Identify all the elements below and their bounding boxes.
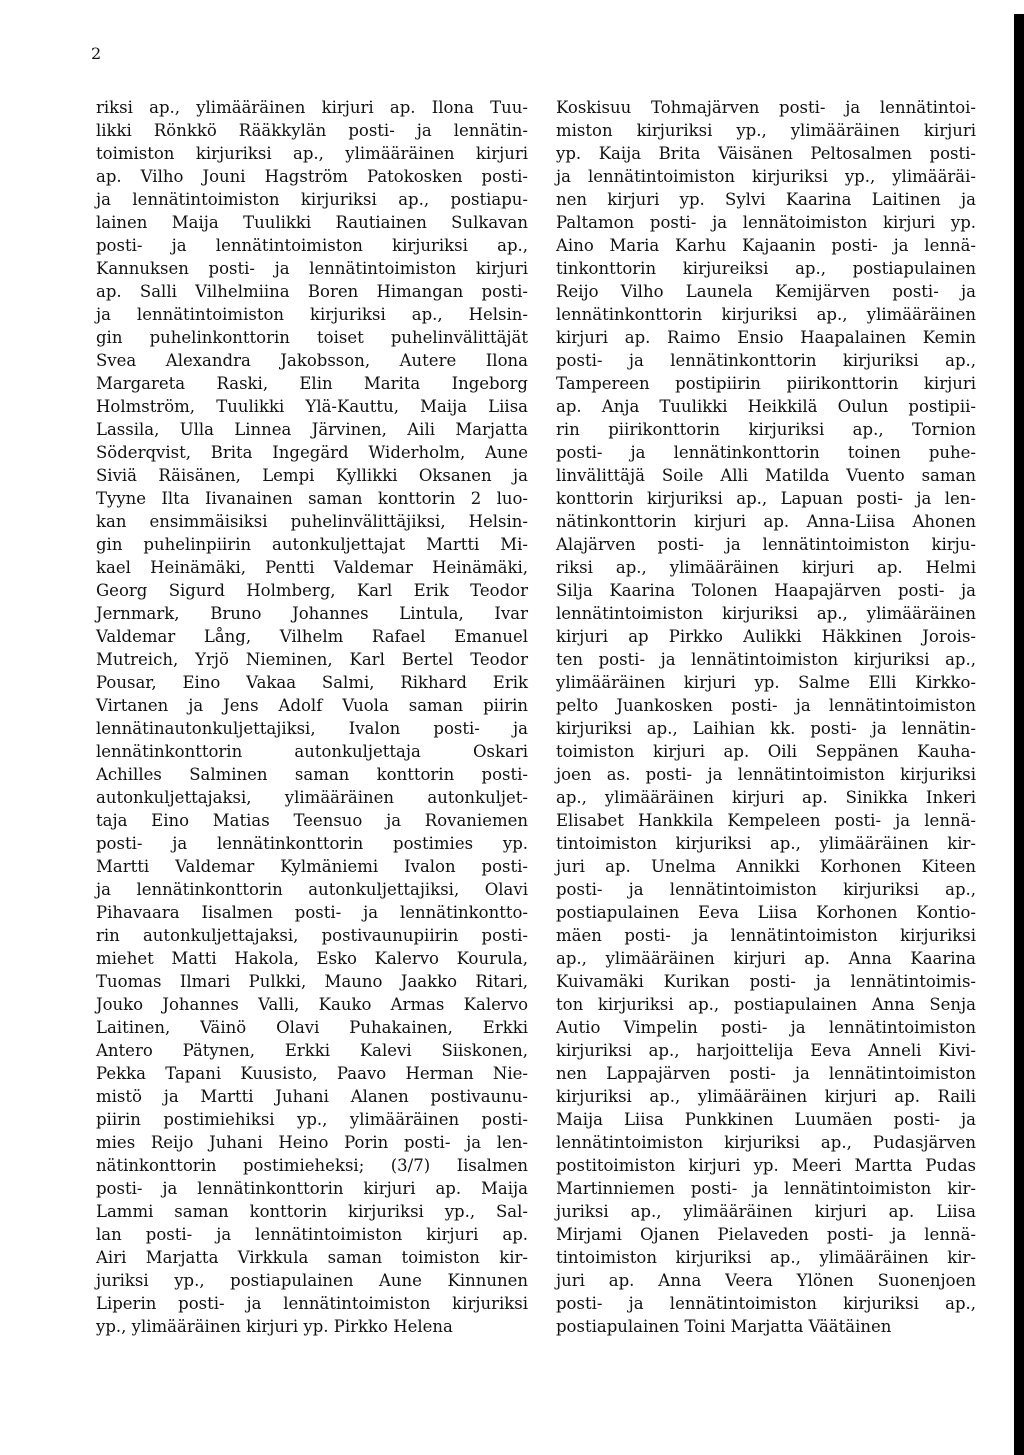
text-line: mistö ja Martti Juhani Alanen postivaunu- <box>96 1087 528 1106</box>
left-column <box>96 96 528 1338</box>
text-line: konttorin kirjuriksi ap., Lapuan posti- ja len- <box>556 489 976 508</box>
text-line: ap. Anja Tuulikki Heikkilä Oulun postipii- <box>556 397 976 416</box>
text-line: Siviä Räisänen, Lempi Kyllikki Oksanen ja <box>96 466 528 485</box>
text-line: nätinkonttorin postimieheksi; (3/7) Iisalmen <box>96 1156 528 1175</box>
text-line: pelto Juankosken posti- ja lennätintoimiston <box>556 696 976 715</box>
text-line: posti- ja lennätinkonttorin toinen puhe- <box>556 443 976 462</box>
text-line: juri ap. Unelma Annikki Korhonen Kiteen <box>556 857 976 876</box>
text-line: mäen posti- ja lennätintoimiston kirjuriksi <box>556 926 976 945</box>
text-line: ap. Vilho Jouni Hagström Patokosken posti- <box>96 167 528 186</box>
text-line: Mutreich, Yrjö Nieminen, Karl Bertel Teodor <box>96 650 528 669</box>
text-line: gin puhelinkonttorin toiset puhelinvälittäjät <box>96 328 528 347</box>
text-line: Holmström, Tuulikki Ylä-Kauttu, Maija Liisa <box>96 397 528 416</box>
text-line: lan posti- ja lennätintoimiston kirjuri ap. <box>96 1225 528 1244</box>
text-line: Jouko Johannes Valli, Kauko Armas Kalervo <box>96 995 528 1014</box>
text-line: Kannuksen posti- ja lennätintoimiston kirjuri <box>96 259 528 278</box>
text-line: autonkuljettajaksi, ylimääräinen autonkuljet- <box>96 788 528 807</box>
text-line: Valdemar Lång, Vilhelm Rafael Emanuel <box>96 627 528 646</box>
text-line: posti- ja lennätinkonttorin kirjuriksi ap., <box>556 351 976 370</box>
text-line: yp., ylimääräinen kirjuri yp. Pirkko Helena <box>96 1317 453 1336</box>
text-line: nen kirjuri yp. Sylvi Kaarina Laitinen ja <box>556 190 976 209</box>
text-line: Kuivamäki Kurikan posti- ja lennätintoimis- <box>556 972 976 991</box>
text-line: ja lennätinkonttorin autonkuljettajiksi, Olavi <box>96 880 528 899</box>
text-line: Pekka Tapani Kuusisto, Paavo Herman Nie- <box>96 1064 528 1083</box>
text-line: Koskisuu Tohmajärven posti- ja lennätintoi- <box>556 98 976 117</box>
text-line: Antero Pätynen, Erkki Kalevi Siiskonen, <box>96 1041 528 1060</box>
text-line: linvälittäjä Soile Alli Matilda Vuento saman <box>556 466 976 485</box>
text-line: ton kirjuriksi ap., postiapulainen Anna Senja <box>556 995 976 1014</box>
text-line: ja lennätintoimiston kirjuriksi ap., Helsin- <box>96 305 528 324</box>
text-line: toimiston kirjuri ap. Oili Seppänen Kauha- <box>556 742 976 761</box>
text-line: Martti Valdemar Kylmäniemi Ivalon posti- <box>96 857 528 876</box>
text-line: Reijo Vilho Launela Kemijärven posti- ja <box>556 282 976 301</box>
text-line: miehet Matti Hakola, Esko Kalervo Kourula, <box>96 949 528 968</box>
text-line: Aino Maria Karhu Kajaanin posti- ja lennä- <box>556 236 976 255</box>
text-line: taja Eino Matias Teensuo ja Rovaniemen <box>96 811 528 830</box>
text-line: tintoimiston kirjuriksi ap., ylimääräinen kir- <box>556 1248 976 1267</box>
text-line: Svea Alexandra Jakobsson, Autere Ilona <box>96 351 528 370</box>
text-line: piirin postimiehiksi yp., ylimääräinen posti- <box>96 1110 528 1129</box>
text-line: Georg Sigurd Holmberg, Karl Erik Teodor <box>96 581 528 600</box>
text-line: lainen Maija Tuulikki Rautiainen Sulkavan <box>96 213 528 232</box>
text-line: lennätinautonkuljettajiksi, Ivalon posti- ja <box>96 719 528 738</box>
text-line: joen as. posti- ja lennätintoimiston kirjuriksi <box>556 765 976 784</box>
text-line: kirjuriksi ap., harjoittelija Eeva Anneli Kivi- <box>556 1041 976 1060</box>
text-line: posti- ja lennätintoimiston kirjuriksi ap., <box>556 880 976 899</box>
text-line: yp. Kaija Brita Väisänen Peltosalmen posti- <box>556 144 976 163</box>
text-line: Maija Liisa Punkkinen Luumäen posti- ja <box>556 1110 976 1129</box>
text-line: postitoimiston kirjuri yp. Meeri Martta Pudas <box>556 1156 976 1175</box>
text-line: kirjuri ap. Raimo Ensio Haapalainen Kemin <box>556 328 976 347</box>
text-line: riksi ap., ylimääräinen kirjuri ap. Ilona Tuu- <box>96 98 528 117</box>
text-line: gin puhelinpiirin autonkuljettajat Martti Mi- <box>96 535 528 554</box>
text-line: Jernmark, Bruno Johannes Lintula, Ivar <box>96 604 528 623</box>
text-line: Silja Kaarina Tolonen Haapajärven posti- ja <box>556 581 976 600</box>
text-line: kirjuri ap Pirkko Aulikki Häkkinen Jorois- <box>556 627 976 646</box>
text-line: Margareta Raski, Elin Marita Ingeborg <box>96 374 528 393</box>
text-line: ylimääräinen kirjuri yp. Salme Elli Kirkko- <box>556 673 976 692</box>
text-line: Liperin posti- ja lennätintoimiston kirjuriksi <box>96 1294 528 1313</box>
text-line: Laitinen, Väinö Olavi Puhakainen, Erkki <box>96 1018 528 1037</box>
text-line: ap. Salli Vilhelmiina Boren Himangan posti- <box>96 282 528 301</box>
text-line: posti- ja lennätintoimiston kirjuriksi ap., <box>96 236 528 255</box>
text-line: Söderqvist, Brita Ingegärd Widerholm, Aune <box>96 443 528 462</box>
text-line: posti- ja lennätinkonttorin kirjuri ap. Maija <box>96 1179 528 1198</box>
text-line: juriksi ap., ylimääräinen kirjuri ap. Liisa <box>556 1202 976 1221</box>
text-line: Achilles Salminen saman konttorin posti- <box>96 765 528 784</box>
text-line: mies Reijo Juhani Heino Porin posti- ja len- <box>96 1133 528 1152</box>
text-line: riksi ap., ylimääräinen kirjuri ap. Helmi <box>556 558 976 577</box>
text-line: Airi Marjatta Virkkula saman toimiston kir- <box>96 1248 528 1267</box>
text-line: Lassila, Ulla Linnea Järvinen, Aili Marjatta <box>96 420 528 439</box>
page-number: 2 <box>91 44 102 63</box>
text-line: kirjuriksi ap., Laihian kk. posti- ja lennätin- <box>556 719 976 738</box>
scan-edge-bar <box>1014 14 1024 1455</box>
text-line: rin autonkuljettajaksi, postivaunupiirin posti- <box>96 926 528 945</box>
text-line: kan ensimmäisiksi puhelinvälittäjiksi, Helsin- <box>96 512 528 531</box>
text-line: Alajärven posti- ja lennätintoimiston kirju- <box>556 535 976 554</box>
text-line: ap., ylimääräinen kirjuri ap. Sinikka Inkeri <box>556 788 976 807</box>
text-line: lennätintoimiston kirjuriksi ap., ylimääräinen <box>556 604 976 623</box>
right-column <box>556 96 976 1338</box>
text-line: Mirjami Ojanen Pielaveden posti- ja lennä- <box>556 1225 976 1244</box>
text-line: Lammi saman konttorin kirjuriksi yp., Sal- <box>96 1202 528 1221</box>
text-line: ap., ylimääräinen kirjuri ap. Anna Kaarina <box>556 949 976 968</box>
text-line: Tampereen postipiirin piirikonttorin kirjuri <box>556 374 976 393</box>
text-line: Pihavaara Iisalmen posti- ja lennätinkontto- <box>96 903 528 922</box>
text-line: tintoimiston kirjuriksi ap., ylimääräinen kir- <box>556 834 976 853</box>
text-line: rin piirikonttorin kirjuriksi ap., Tornion <box>556 420 976 439</box>
text-line: Martinniemen posti- ja lennätintoimiston kir- <box>556 1179 976 1198</box>
text-line: postiapulainen Eeva Liisa Korhonen Kontio- <box>556 903 976 922</box>
text-line: Pousar, Eino Vakaa Salmi, Rikhard Erik <box>96 673 528 692</box>
text-line: kael Heinämäki, Pentti Valdemar Heinämäki, <box>96 558 528 577</box>
text-line: lennätinkonttorin kirjuriksi ap., ylimääräinen <box>556 305 976 324</box>
text-line: Virtanen ja Jens Adolf Vuola saman piirin <box>96 696 528 715</box>
text-line: toimiston kirjuriksi ap., ylimääräinen kirjuri <box>96 144 528 163</box>
text-line: Paltamon posti- ja lennätoimiston kirjuri yp. <box>556 213 976 232</box>
text-line: likki Rönkkö Rääkkylän posti- ja lennätin- <box>96 121 528 140</box>
text-line: tinkonttorin kirjureiksi ap., postiapulainen <box>556 259 976 278</box>
text-line: ja lennätintoimiston kirjuriksi yp., ylimääräi- <box>556 167 976 186</box>
text-line: posti- ja lennätinkonttorin postimies yp. <box>96 834 528 853</box>
text-line: Tuomas Ilmari Pulkki, Mauno Jaakko Ritari, <box>96 972 528 991</box>
text-line: nen Lappajärven posti- ja lennätintoimiston <box>556 1064 976 1083</box>
text-line: ten posti- ja lennätintoimiston kirjuriksi ap., <box>556 650 976 669</box>
text-line: nätinkonttorin kirjuri ap. Anna-Liisa Ahonen <box>556 512 976 531</box>
text-line: Tyyne Ilta Iivanainen saman konttorin 2 luo- <box>96 489 528 508</box>
text-line: Elisabet Hankkila Kempeleen posti- ja lennä- <box>556 811 976 830</box>
text-line: posti- ja lennätintoimiston kirjuriksi ap., <box>556 1294 976 1313</box>
text-line: juriksi yp., postiapulainen Aune Kinnunen <box>96 1271 528 1290</box>
text-line: miston kirjuriksi yp., ylimääräinen kirjuri <box>556 121 976 140</box>
text-line: ja lennätintoimiston kirjuriksi ap., postiapu- <box>96 190 528 209</box>
text-line: lennätinkonttorin autonkuljettaja Oskari <box>96 742 528 761</box>
text-line: Autio Vimpelin posti- ja lennätintoimiston <box>556 1018 976 1037</box>
text-line: postiapulainen Toini Marjatta Väätäinen <box>556 1317 892 1336</box>
text-line: kirjuriksi ap., ylimääräinen kirjuri ap. Raili <box>556 1087 976 1106</box>
text-line: lennätintoimiston kirjuriksi ap., Pudasjärven <box>556 1133 976 1152</box>
text-line: juri ap. Anna Veera Ylönen Suonenjoen <box>556 1271 976 1290</box>
